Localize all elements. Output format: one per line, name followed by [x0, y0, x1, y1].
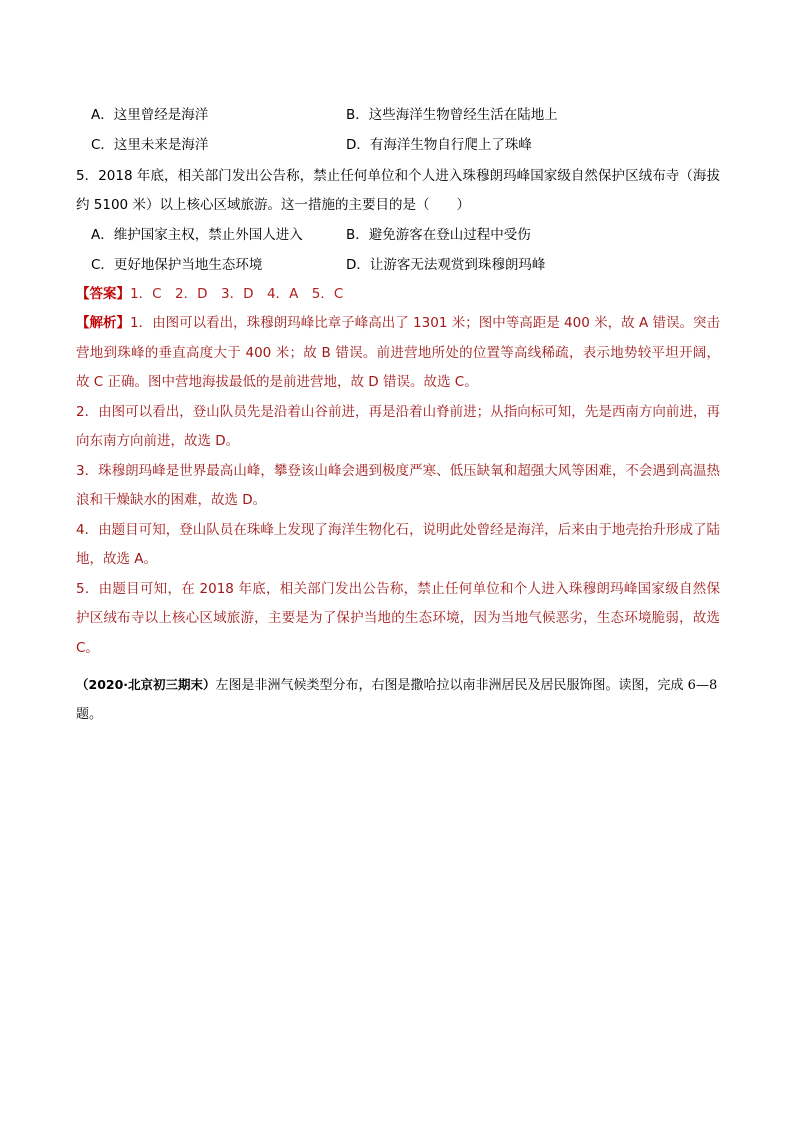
q5-option-b: B．避免游客在登山过程中受伤: [346, 227, 531, 243]
q4-options-row-1: [76, 100, 720, 130]
analysis-text-1: 1．由图可以看出，珠穆朗玛峰比章子峰高出了 1301 米；图中等高距是 400 米，故 A 错误。突击营地到珠峰的垂直高度大于 400 米；故 B 错误。前进营地所处的位置等高线稀疏，表示地势较平坦开阔，故 C 正确。图中营地海拔最低的是前进营地，故 D 错误。故选 C。: [76, 315, 720, 390]
q5-stem: 5．2018 年底，相关部门发出公告称，禁止任何单位和个人进入珠穆朗玛峰国家级自然保护区绒布寺（海拔约 5100 米）以上核心区域旅游。这一措施的主要目的是（ ）: [76, 168, 720, 213]
analysis-tag: 【解析】: [76, 315, 131, 331]
q5-options-row-2: [76, 250, 720, 280]
answer-line: [76, 280, 720, 309]
analysis-paragraph-1: [76, 309, 720, 398]
q4-option-d: D．有海洋生物自行爬上了珠峰: [346, 137, 532, 153]
q5-option-d: D．让游客无法观赏到珠穆朗玛峰: [346, 257, 546, 273]
intro-source: （2020·北京初三期末）: [76, 677, 216, 692]
q5-option-c: C．更好地保护当地生态环境: [91, 257, 263, 273]
next-section-intro: [76, 670, 720, 729]
answer-text: 1．C 2．D 3．D 4．A 5．C: [130, 286, 344, 302]
intro-text: 左图是非洲气候类型分布，右图是撒哈拉以南非洲居民及居民服饰图。读图，完成 6—8 题。: [76, 678, 718, 722]
analysis-paragraph-5: 5．由题目可知，在 2018 年底，相关部门发出公告称，禁止任何单位和个人进入珠穆朗玛峰国家级自然保护区绒布寺以上核心区域旅游，主要是为了保护当地的生态环境，因为当地气候恶劣，生态环境脆弱，故选 C。: [76, 580, 720, 656]
q4-option-a: A．这里曾经是海洋: [91, 107, 209, 123]
analysis-paragraph-4: 4．由题目可知，登山队员在珠峰上发现了海洋生物化石，说明此处曾经是海洋，后来由于地壳抬升形成了陆地，故选 A。: [76, 521, 720, 567]
analysis-paragraph-3: 3．珠穆朗玛峰是世界最高山峰，攀登该山峰会遇到极度严寒、低压缺氧和超强大风等困难，不会遇到高温热浪和干燥缺水的困难，故选 D。: [76, 462, 720, 508]
q5-options-row-1: [76, 220, 720, 250]
q4-option-c: C．这里未来是海洋: [91, 137, 209, 153]
analysis-paragraph-2: 2．由图可以看出，登山队员先是沿着山谷前进，再是沿着山脊前进；从指向标可知，先是西南方向前进，再向东南方向前进，故选 D。: [76, 403, 720, 449]
q5-option-a: A．维护国家主权，禁止外国人进入: [91, 227, 303, 243]
q4-option-b: B．这些海洋生物曾经生活在陆地上: [346, 107, 558, 123]
answer-tag: 【答案】: [76, 286, 130, 302]
document-content: [76, 100, 720, 729]
q4-options-row-2: [76, 130, 720, 160]
analysis-block: [76, 309, 720, 663]
